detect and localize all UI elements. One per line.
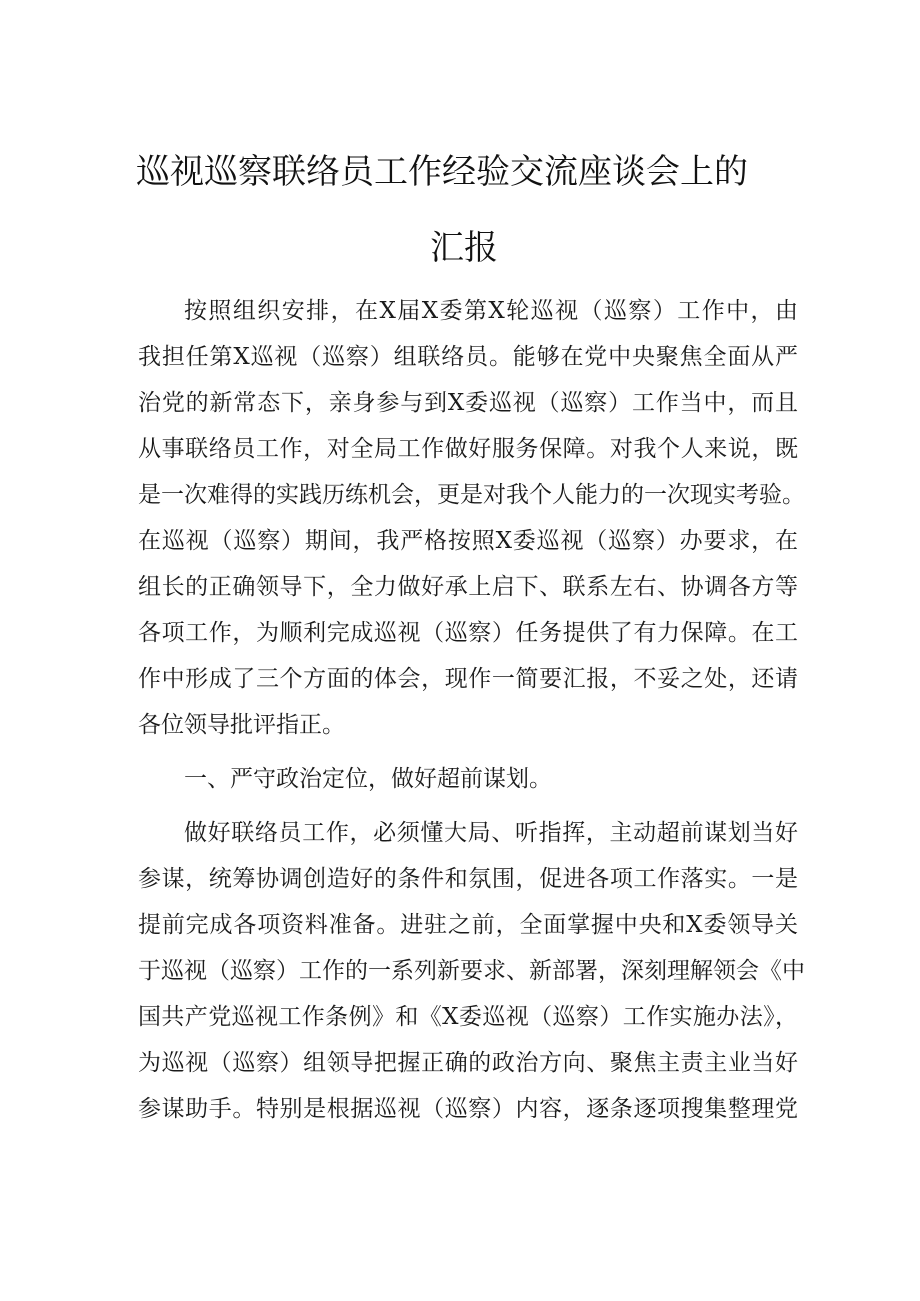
document-title-line-2: 汇报 bbox=[430, 228, 498, 268]
paragraph-line: 参谋助手。特别是根据巡视（巡察）内容，逐条逐项搜集整理党 bbox=[138, 1096, 798, 1122]
paragraph-line: 参谋，统筹协调创造好的条件和氛围，促进各项工作落实。一是 bbox=[138, 866, 798, 892]
document-title-line-1: 巡视巡察联络员工作经验交流座谈会上的 bbox=[136, 152, 748, 192]
paragraph-line: 从事联络员工作，对全局工作做好服务保障。对我个人来说，既 bbox=[138, 436, 798, 462]
paragraph-line: 在巡视（巡察）期间，我严格按照X委巡视（巡察）办要求，在 bbox=[138, 528, 798, 554]
paragraph-line: 为巡视（巡察）组领导把握正确的政治方向、聚焦主责主业当好 bbox=[138, 1050, 798, 1076]
paragraph-line: 是一次难得的实践历练机会，更是对我个人能力的一次现实考验。 bbox=[138, 482, 805, 508]
paragraph-line: 于巡视（巡察）工作的一系列新要求、新部署，深刻理解领会《中 bbox=[138, 958, 805, 984]
paragraph-line: 我担任第X巡视（巡察）组联络员。能够在党中央聚焦全面从严 bbox=[138, 344, 798, 370]
paragraph-line: 做好联络员工作，必须懂大局、听指挥，主动超前谋划当好 bbox=[184, 820, 798, 846]
paragraph-line: 国共产党巡视工作条例》和《X委巡视（巡察）工作实施办法》， bbox=[138, 1004, 798, 1030]
paragraph-line: 组长的正确领导下，全力做好承上启下、联系左右、协调各方等 bbox=[138, 574, 798, 600]
paragraph-line: 各项工作，为顺利完成巡视（巡察）任务提供了有力保障。在工 bbox=[138, 620, 798, 646]
paragraph-line: 作中形成了三个方面的体会，现作一简要汇报，不妥之处，还请 bbox=[138, 666, 798, 692]
section-heading: 一、严守政治定位，做好超前谋划。 bbox=[184, 766, 552, 792]
paragraph-line: 各位领导批评指正。 bbox=[138, 712, 345, 738]
paragraph-line: 按照组织安排，在X届X委第X轮巡视（巡察）工作中，由 bbox=[184, 298, 798, 324]
paragraph-line: 治党的新常态下，亲身参与到X委巡视（巡察）工作当中，而且 bbox=[138, 390, 798, 416]
paragraph-line: 提前完成各项资料准备。进驻之前，全面掌握中央和X委领导关 bbox=[138, 912, 798, 938]
